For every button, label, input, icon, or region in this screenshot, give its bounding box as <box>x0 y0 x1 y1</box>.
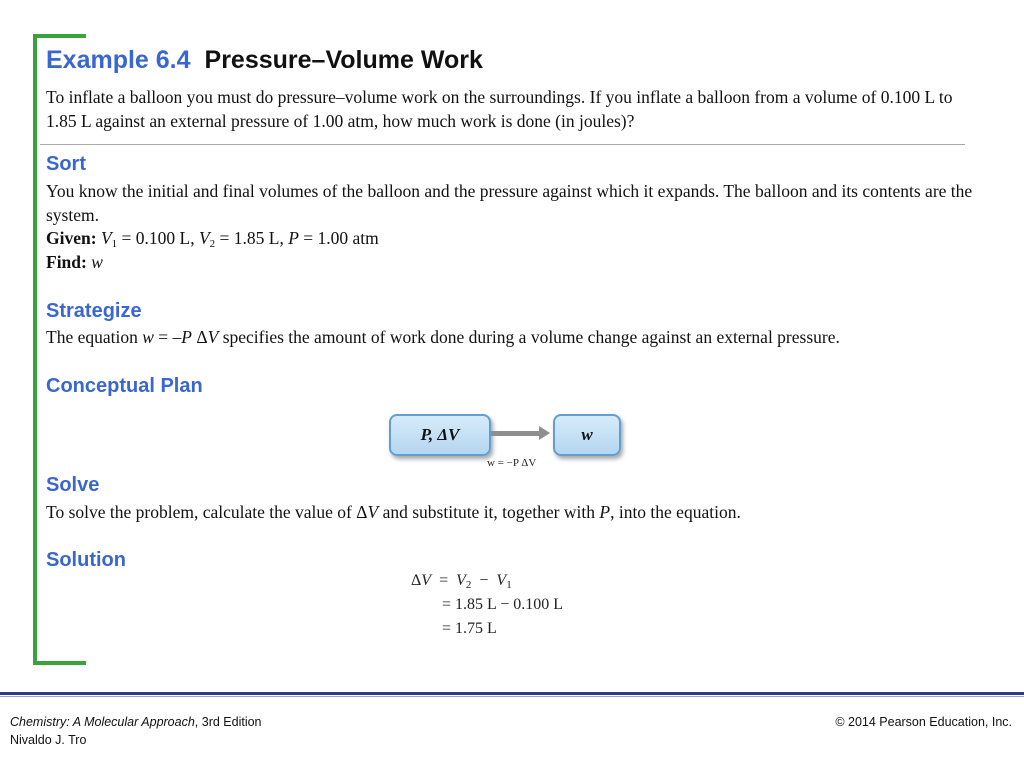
find-label: Find: <box>46 252 87 272</box>
footer-copyright: © 2014 Pearson Education, Inc. <box>835 715 1012 729</box>
strategize-equation: w = –P ΔV <box>142 327 219 347</box>
footer-rule-thin <box>0 696 1024 697</box>
strategize-text <box>46 326 976 350</box>
slide-title <box>46 46 483 75</box>
solve-text-after: , into the equation. <box>610 502 741 522</box>
green-bracket-bottom <box>33 661 86 665</box>
solve-heading: Solve <box>46 474 100 496</box>
sort-text: You know the initial and final volumes of the balloon and the pressure against which it expands. The balloon and its contents are the system. <box>46 181 973 225</box>
strategize-text-before: The equation <box>46 327 143 347</box>
given-label: Given: <box>46 228 97 248</box>
plan-caption: w = −P ΔV <box>487 457 537 469</box>
plan-arrow-shaft <box>491 431 541 436</box>
given-values: $V_1 = 0.100$ L, $V_2 = 1.85$ L, P = 1.00 atm <box>100 228 379 250</box>
footer-book <box>10 715 262 729</box>
green-bracket-vertical <box>33 34 37 664</box>
strategize-heading: Strategize <box>46 300 142 322</box>
solution-line-3: = 1.75 L <box>442 620 497 637</box>
find-line <box>46 251 976 275</box>
plan-arrow-head-icon <box>539 426 550 440</box>
solve-text-mid: and substitute it, together with <box>378 502 600 522</box>
strategize-text-after: specifies the amount of work done during a volume change against an external pressure. <box>218 327 840 347</box>
solution-line-2: = 1.85 L − 0.100 L <box>442 596 563 613</box>
footer-author: Nivaldo J. Tro <box>10 733 87 747</box>
intro-text: To inflate a balloon you must do pressure–volume work on the surroundings. If you inflate a balloon from a volume of 0.100 L to 1.85 L against an external pressure of 1.00 atm, how much work is done (in joules)? <box>46 87 953 131</box>
conceptual-plan-heading: Conceptual Plan <box>46 375 203 397</box>
sort-heading: Sort <box>46 153 86 175</box>
find-value: w <box>91 252 103 272</box>
solution-line-1: $\Delta V = V_2 - V_1$ <box>411 572 512 591</box>
footer-rule <box>0 692 1024 695</box>
footer-book-title: Chemistry: A Molecular Approach <box>10 715 195 729</box>
solve-text: To solve the problem, calculate the value of ΔV and substitute it, together with P, into the equation. <box>46 502 741 522</box>
footer-edition: , 3rd Edition <box>194 715 262 729</box>
example-title: Pressure–Volume Work <box>204 46 483 74</box>
plan-box-output: w <box>553 414 621 456</box>
given-line <box>46 227 976 251</box>
divider <box>40 144 965 145</box>
example-label: Example 6.4 <box>46 46 191 74</box>
solve-text-before: To solve the problem, calculate the value of Δ <box>46 502 368 522</box>
plan-box-input: P, ΔV <box>389 414 491 456</box>
solution-heading: Solution <box>46 549 126 571</box>
green-bracket-top <box>33 34 86 38</box>
